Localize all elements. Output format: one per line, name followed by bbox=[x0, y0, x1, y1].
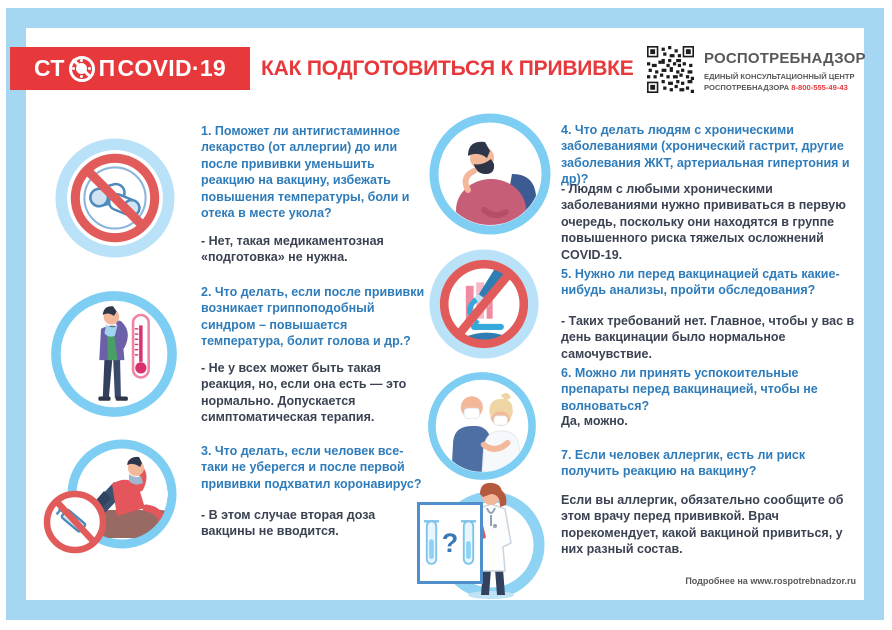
banner-covid-label: COVID·19 bbox=[117, 55, 226, 81]
answer-7: Если вы аллергик, обязательно сообщите об этом врачу перед прививкой. Врач порекомендует, какой вакциной привиться, у них разный состав. bbox=[561, 493, 844, 557]
question-1: 1. Поможет ли антигистаминное лекарство (от аллергии) до или после прививки уменьшить реакцию на вакцину, избежать повышения температуры, боли и отека в месте укола? bbox=[201, 124, 410, 220]
no-lab-tests-microscope-icon bbox=[426, 246, 542, 362]
no-virus-icon bbox=[69, 56, 95, 82]
agency-phone: 8-800-555-49-43 bbox=[791, 83, 848, 93]
test-tube-icon bbox=[423, 518, 440, 568]
question-5: 5. Нужно ли перед вакцинацией сдать какие-нибудь анализы, пройти обследования? bbox=[561, 267, 840, 298]
qr-code-icon bbox=[647, 46, 694, 93]
question-7: 7. Если человек аллергик, есть ли риск получить реакцию на вакцину? bbox=[561, 448, 806, 479]
agency-name: РОСПОТРЕБНАДЗОР bbox=[704, 50, 866, 67]
answer-5: - Таких требований нет. Главное, чтобы у вас в день вакцинации было нормальное самочувствие. bbox=[561, 314, 855, 361]
banner-text-part1: СТ bbox=[33, 55, 65, 81]
agency-subtitle-line1: ЕДИНЫЙ КОНСУЛЬТАЦИОННЫЙ ЦЕНТР bbox=[704, 72, 855, 81]
question-4: 4. Что делать людям с хроническими заболеваниями (хронический гастрит, другие заболевания ЖКТ, артериальная гипертония и др)? bbox=[561, 123, 850, 187]
answer-3: - В этом случае вторая доза вакцины не вводится. bbox=[201, 508, 376, 539]
answer-4: - Людям с любыми хроническими заболеваниями нужно прививаться в первую очередь, поскольку они находятся в группе повышенного риска тяжелых осложнений COVID-19. bbox=[561, 182, 846, 262]
no-pills-prohibition-icon bbox=[53, 136, 177, 260]
prohibition-slash bbox=[71, 58, 92, 79]
test-tube-icon bbox=[460, 518, 477, 568]
test-tubes-question-panel bbox=[417, 502, 483, 584]
thinking-man-icon bbox=[428, 112, 552, 236]
stop-covid-banner bbox=[10, 47, 250, 90]
man-fever-thermometer-icon bbox=[49, 289, 179, 419]
banner-text-part2: П bbox=[98, 55, 116, 81]
answer-2: - Не у всех может быть такая реакция, но, если она есть — это нормально. Допускается симптоматическая терапия. bbox=[201, 361, 407, 425]
answer-1: - Нет, такая медикаментозная «подготовка» не нужна. bbox=[201, 234, 384, 265]
agency-subtitle bbox=[704, 71, 855, 94]
couple-masks-icon bbox=[426, 370, 538, 482]
answer-6: Да, можно. bbox=[561, 414, 628, 428]
agency-subtitle-line2: РОСПОТРЕБНАДЗОРА 8-800-555-49-43 bbox=[704, 83, 848, 93]
more-info-link: Подробнее на www.rospotrebnadzor.ru bbox=[685, 576, 856, 586]
question-mark-label: ? bbox=[441, 527, 459, 558]
question-2: 2. Что делать, если после прививки возникает гриппоподобный синдром – повышается температура, болит голова и др.? bbox=[201, 285, 425, 349]
page-title: КАК ПОДГОТОВИТЬСЯ К ПРИВИВКЕ bbox=[261, 57, 634, 80]
sick-man-couch-no-syringe-icon bbox=[42, 438, 192, 558]
question-3: 3. Что делать, если человек все-таки не уберегся и после первой прививки подхватил коронавирус? bbox=[201, 444, 422, 491]
question-6: 6. Можно ли принять успокоительные препараты перед вакцинацией, чтобы не волноваться? bbox=[561, 366, 818, 413]
